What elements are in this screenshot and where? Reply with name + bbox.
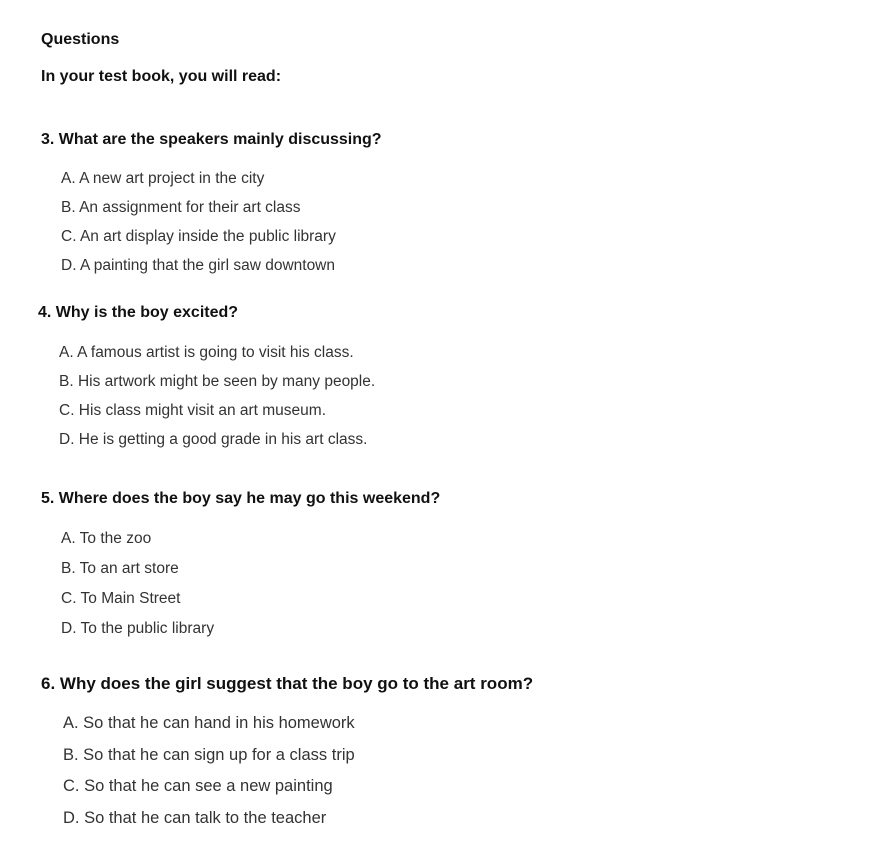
answer-option-c: C. So that he can see a new painting: [63, 777, 333, 795]
answer-option-a: A. A famous artist is going to visit his class.: [59, 344, 354, 361]
answer-option-d: D. He is getting a good grade in his art class.: [59, 431, 368, 448]
question-prompt: 6. Why does the girl suggest that the boy go to the art room?: [41, 674, 534, 693]
intro-text: In your test book, you will read:: [41, 68, 282, 85]
answer-option-a: A. To the zoo: [61, 530, 152, 547]
answer-option-b: B. So that he can sign up for a class trip: [63, 746, 355, 764]
answer-option-c: C. His class might visit an art museum.: [59, 402, 327, 419]
answer-option-d: D. To the public library: [61, 620, 215, 637]
answer-option-b: B. His artwork might be seen by many people.: [59, 373, 376, 390]
answer-option-d: D. A painting that the girl saw downtown: [61, 257, 335, 274]
question-prompt: 5. Where does the boy say he may go this weekend?: [41, 490, 441, 507]
answer-option-d: D. So that he can talk to the teacher: [63, 809, 327, 827]
answer-option-b: B. To an art store: [61, 560, 179, 577]
answer-option-c: C. An art display inside the public library: [61, 228, 336, 245]
question-prompt: 4. Why is the boy excited?: [38, 304, 239, 321]
question-prompt: 3. What are the speakers mainly discussing?: [41, 131, 382, 148]
answer-option-a: A. So that he can hand in his homework: [63, 714, 355, 732]
answer-option-a: A. A new art project in the city: [61, 170, 265, 187]
answer-option-b: B. An assignment for their art class: [61, 199, 301, 216]
page-title: Questions: [41, 31, 120, 48]
answer-option-c: C. To Main Street: [61, 590, 181, 607]
